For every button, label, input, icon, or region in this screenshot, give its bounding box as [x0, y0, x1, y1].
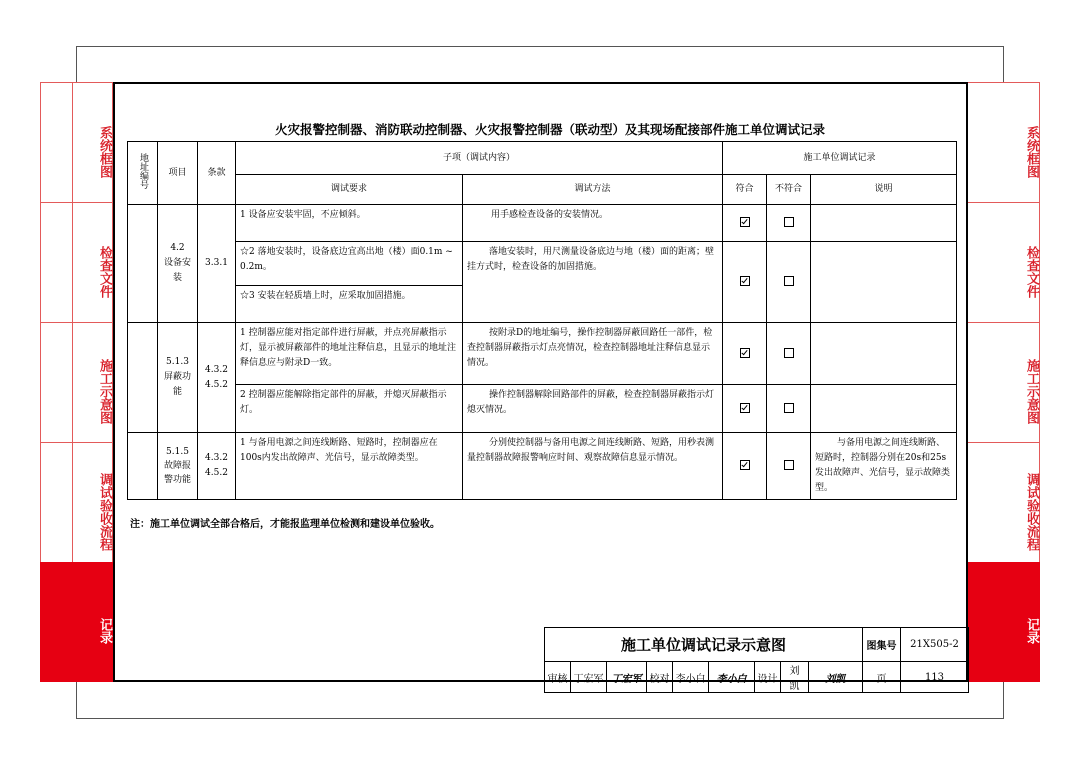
checker-signature: 李小白	[709, 662, 755, 693]
table-row	[128, 242, 957, 286]
footnote: 注：施工单位调试全部合格后，才能报监理单位检测和建设单位验收。	[130, 519, 440, 530]
header-requirement: 调试要求	[236, 175, 463, 205]
method-cell: 落地安装时，用尺测量设备底边与地（楼）面的距离；壁挂方式时，检查设备的加固措施。	[463, 242, 723, 323]
method-cell: 按附录D的地址编号，操作控制器屏蔽回路任一部件，检查控制器屏蔽指示灯点亮情况，检查控制器地址注释信息显示情况。	[463, 323, 723, 385]
header-pass: 符合	[723, 175, 767, 205]
checker-name: 李小白	[673, 662, 709, 693]
right-tab-records[interactable]: 记录	[967, 562, 1040, 682]
requirement-cell: 1 与备用电源之间连线断路、短路时，控制器应在100s内发出故障声、光信号，显示故障类型。	[236, 433, 463, 500]
clause-cell: 4.3.2 4.5.2	[198, 433, 236, 500]
left-tabs	[40, 82, 113, 682]
addr-cell	[128, 433, 158, 500]
left-tab-divider	[72, 82, 73, 562]
requirement-cell: ☆2 落地安装时，设备底边宜高出地（楼）面0.1m ~ 0.2m。	[236, 242, 463, 286]
fail-checkbox[interactable]	[784, 403, 794, 413]
fail-checkbox[interactable]	[784, 276, 794, 286]
right-tab-inspection-docs[interactable]: 检查文件	[967, 202, 1040, 323]
requirement-cell: 1 设备应安装牢固，不应倾斜。	[236, 205, 463, 242]
item-cell: 5.1.5 故障报警功能	[158, 433, 198, 500]
clause-cell: 3.3.1	[198, 205, 236, 323]
review-label: 审核	[545, 662, 571, 693]
designer-signature: 刘凯	[809, 662, 863, 693]
remark-cell	[811, 323, 957, 385]
pass-checkbox[interactable]	[740, 460, 750, 470]
pass-checkbox-cell	[723, 205, 767, 242]
left-tab-records[interactable]: 记录	[40, 562, 113, 682]
method-cell: 分别使控制器与备用电源之间连线断路、短路，用秒表测量控制器故障报警响应时间、观察故障信息显示情况。	[463, 433, 723, 500]
remark-cell	[811, 205, 957, 242]
header-subitem: 子项（调试内容）	[236, 142, 723, 175]
right-tab-construction-diagram[interactable]: 施工示意图	[967, 322, 1040, 443]
atlas-label: 图集号	[863, 628, 901, 662]
page-title: 火灾报警控制器、消防联动控制器、火灾报警控制器（联动型）及其现场配接部件施工单位调试记录	[274, 122, 825, 137]
header-record: 施工单位调试记录	[723, 142, 957, 175]
requirement-cell: 1 控制器应能对指定部件进行屏蔽，并点亮屏蔽指示灯，显示被屏蔽部件的地址注释信息，且显示的地址注释信息应与附录D一致。	[236, 323, 463, 385]
right-tabs	[967, 82, 1040, 682]
design-label: 设计	[755, 662, 781, 693]
page-label: 页	[863, 662, 901, 693]
left-tab-inspection-docs[interactable]: 检查文件	[40, 202, 113, 323]
record-table	[127, 141, 957, 500]
pass-checkbox[interactable]	[740, 276, 750, 286]
requirement-cell: ☆3 安装在轻质墙上时，应采取加固措施。	[236, 286, 463, 323]
pass-checkbox-cell	[723, 433, 767, 500]
atlas-number: 21X505-2	[901, 628, 969, 662]
fail-checkbox[interactable]	[784, 348, 794, 358]
table-row	[128, 205, 957, 242]
header-method: 调试方法	[463, 175, 723, 205]
method-cell: 用手感检查设备的安装情况。	[463, 205, 723, 242]
designer-name: 刘 凯	[781, 662, 809, 693]
remark-cell: 与备用电源之间连线断路、短路时，控制器分别在20s和25s发出故障声、光信号，显示故障类型。	[811, 433, 957, 500]
reviewer-signature: 丁宏军	[607, 662, 647, 693]
right-tab-system-diagram[interactable]: 系统框图	[967, 82, 1040, 203]
fail-checkbox-cell	[767, 385, 811, 433]
left-tab-construction-diagram[interactable]: 施工示意图	[40, 322, 113, 443]
fail-checkbox-cell	[767, 242, 811, 323]
pass-checkbox-cell	[723, 385, 767, 433]
pass-checkbox[interactable]	[740, 217, 750, 227]
fail-checkbox-cell	[767, 433, 811, 500]
fail-checkbox[interactable]	[784, 460, 794, 470]
right-tab-acceptance-flow[interactable]: 调试验收流程	[967, 442, 1040, 563]
page-number: 113	[901, 662, 969, 693]
remark-cell	[811, 385, 957, 433]
addr-cell	[128, 323, 158, 433]
pass-checkbox[interactable]	[740, 348, 750, 358]
title-block	[544, 627, 969, 693]
item-cell: 4.2 设备安装	[158, 205, 198, 323]
pass-checkbox[interactable]	[740, 403, 750, 413]
fail-checkbox[interactable]	[784, 217, 794, 227]
table-row	[128, 323, 957, 385]
clause-cell: 4.3.2 4.5.2	[198, 323, 236, 433]
item-cell: 5.1.3 屏蔽功能	[158, 323, 198, 433]
left-tab-system-diagram[interactable]: 系统框图	[40, 82, 113, 203]
fail-checkbox-cell	[767, 323, 811, 385]
header-remark: 说明	[811, 175, 957, 205]
requirement-cell: 2 控制器应能解除指定部件的屏蔽，并熄灭屏蔽指示灯。	[236, 385, 463, 433]
table-row	[128, 385, 957, 433]
pass-checkbox-cell	[723, 323, 767, 385]
header-fail: 不符合	[767, 175, 811, 205]
check-label: 校对	[647, 662, 673, 693]
header-clause: 条款	[198, 142, 236, 205]
left-tab-acceptance-flow[interactable]: 调试验收流程	[40, 442, 113, 563]
pass-checkbox-cell	[723, 242, 767, 323]
reviewer-name: 丁宏军	[571, 662, 607, 693]
table-row	[128, 433, 957, 500]
header-address-no: 地址编号	[128, 142, 158, 205]
fail-checkbox-cell	[767, 205, 811, 242]
addr-cell	[128, 205, 158, 323]
header-item: 项目	[158, 142, 198, 205]
remark-cell	[811, 242, 957, 323]
method-cell: 操作控制器解除回路部件的屏蔽，检查控制器屏蔽指示灯熄灭情况。	[463, 385, 723, 433]
drawing-title: 施工单位调试记录示意图	[545, 628, 863, 662]
